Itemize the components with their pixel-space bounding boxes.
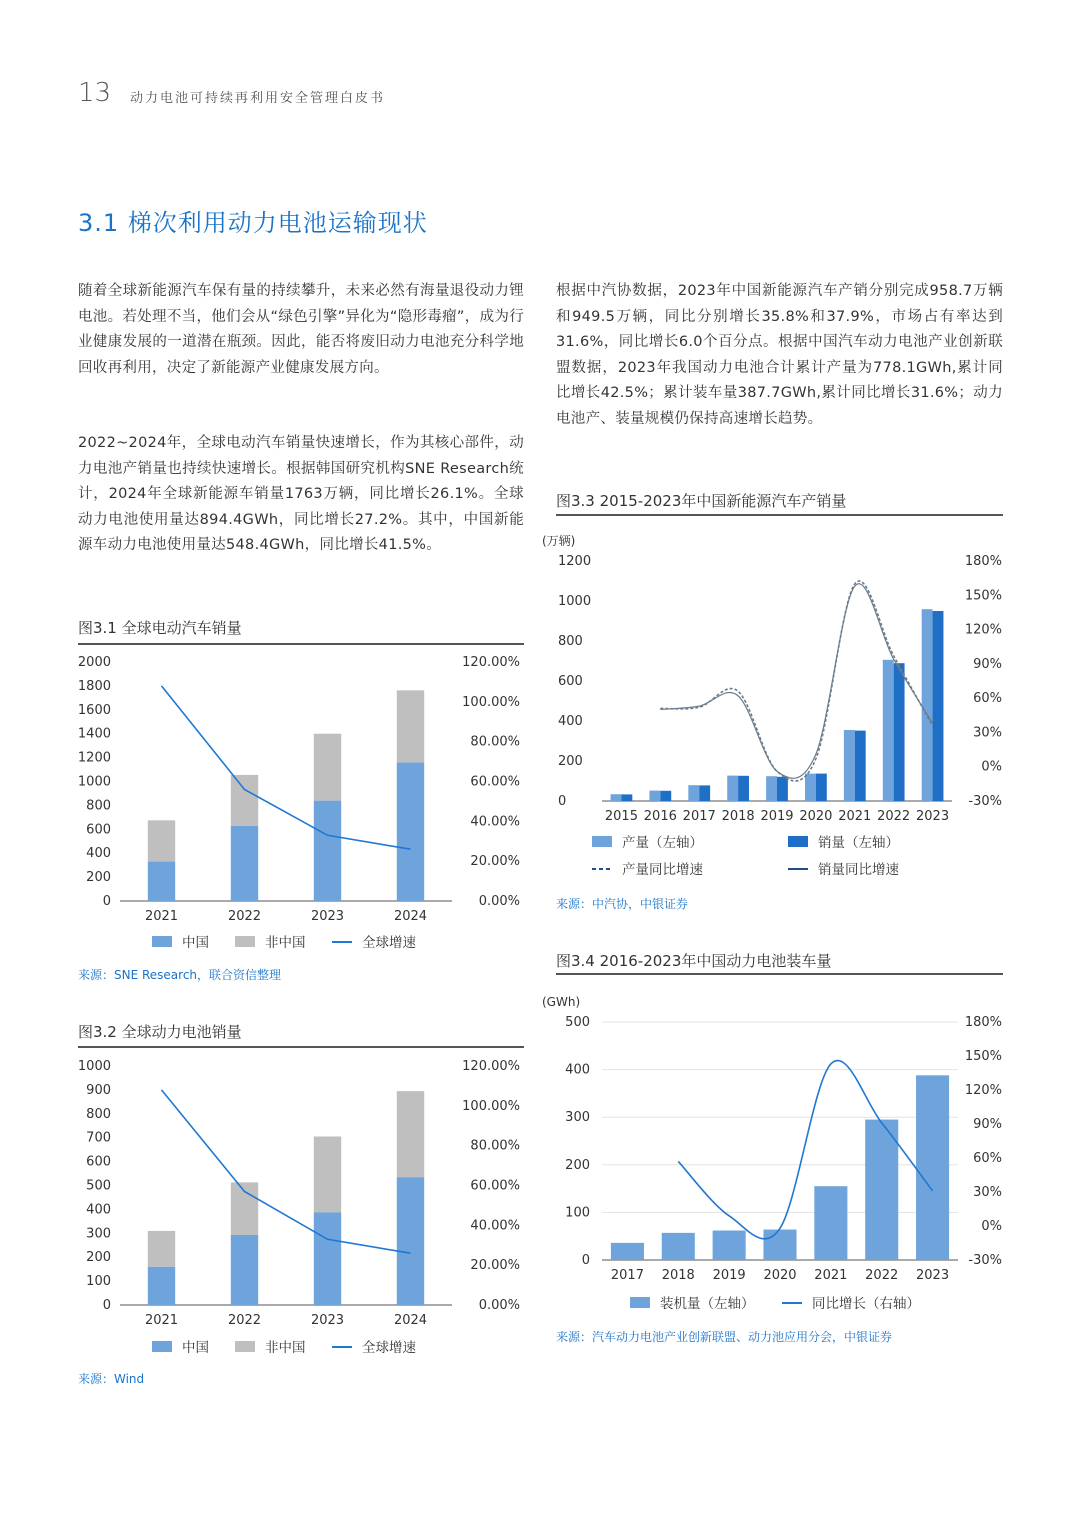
y-left-tick-label: 100: [565, 1205, 590, 1221]
legend-label: 销量（左轴）: [818, 835, 899, 851]
bar-production-2020: [805, 774, 816, 801]
y-right-tick-label: 150%: [964, 1049, 1002, 1064]
x-tick-label: 2023: [916, 1268, 950, 1283]
legend-label: 产量同比增速: [622, 862, 703, 878]
legend-swatch: [788, 836, 808, 847]
y-right-tick-label: 0.00%: [478, 1298, 520, 1313]
y-left-tick-label: 900: [86, 1082, 111, 1098]
x-tick-label: 2022: [877, 809, 911, 824]
bar-production-2021: [844, 730, 855, 801]
x-tick-label: 2021: [144, 909, 179, 924]
y-right-tick-label: 150%: [964, 588, 1002, 604]
x-tick-label: 2023: [916, 809, 950, 824]
legend-label: 产量（左轴）: [622, 835, 703, 851]
legend-label: 装机量（左轴）: [660, 1296, 755, 1312]
y-left-tick-label: 1200: [77, 750, 111, 766]
y-right-tick-label: 120%: [964, 622, 1002, 638]
x-tick-label: 2018: [721, 809, 755, 824]
bar-china-2023: [314, 1213, 341, 1305]
x-tick-label: 2020: [799, 809, 833, 824]
y-left-tick-label: 400: [565, 1062, 590, 1078]
paragraph-china-data: 根据中汽协数据，2023年中国新能源汽车产销分别完成958.7万辆和949.5万辆，同比分别增长35.8%和37.9%，市场占有率达到31.6%，同比增长6.0个百分点。根据中国汽车动力电池产业创新联盟数据，2023年我国动力电池合计累计产量为778.1GWh,累计同比增长42.5%；累计装车量387.7GWh,累计同比增长31.6%；动力电池产、装量规模仍保持高速增长趋势。: [556, 283, 1003, 427]
bar-installation-2021: [814, 1186, 847, 1260]
x-tick-label: 2021: [814, 1268, 848, 1283]
bar-production-2016: [649, 791, 660, 801]
legend-label: 中国: [182, 935, 209, 951]
y-left-tick-label: 500: [86, 1178, 111, 1194]
bar-installation-2023: [916, 1075, 949, 1260]
x-tick-label: 2020: [763, 1268, 797, 1283]
y-left-tick-label: 600: [86, 1154, 111, 1170]
y-left-tick-label: 300: [86, 1226, 111, 1242]
y-left-tick-label: 400: [86, 1202, 111, 1218]
y-right-tick-label: 180%: [964, 554, 1002, 569]
x-tick-label: 2022: [227, 1313, 262, 1328]
y-left-tick-label: 600: [86, 822, 111, 838]
bar-china-2022: [231, 826, 258, 901]
y-right-tick-label: 100.00%: [462, 1098, 520, 1114]
bar-sales-2021: [855, 731, 866, 801]
y-left-tick-label: 1400: [77, 726, 111, 742]
bar-sales-2018: [738, 776, 749, 801]
legend-swatch: [235, 1341, 255, 1352]
y-left-tick-label: 1000: [77, 1059, 111, 1074]
figure-title-3-4: 图3.4 2016-2023年中国动力电池装车量: [556, 952, 832, 970]
figure-source-3-2: 来源：Wind: [78, 1372, 145, 1386]
x-tick-label: 2024: [393, 909, 428, 924]
y-left-tick-label: 0: [102, 1298, 111, 1313]
x-tick-label: 2022: [865, 1268, 899, 1283]
y-left-tick-label: 100: [86, 1274, 111, 1290]
x-tick-label: 2018: [661, 1268, 695, 1283]
y-left-tick-label: 200: [565, 1157, 590, 1173]
bar-china-2022: [231, 1235, 258, 1305]
series-line-1: [162, 1090, 411, 1253]
x-tick-label: 2023: [310, 909, 345, 924]
y-left-tick-label: 800: [86, 798, 111, 814]
legend-swatch: [152, 936, 172, 947]
chart-global-ev-sales: [70, 648, 530, 958]
bar-non-china-2021: [148, 1231, 175, 1267]
bar-non-china-2023: [314, 734, 341, 801]
legend-label: 同比增长（右轴）: [812, 1296, 920, 1312]
page-number: 13: [78, 78, 112, 108]
bar-installation-2020: [763, 1230, 796, 1260]
bar-china-2021: [148, 862, 175, 901]
x-tick-label: 2023: [310, 1313, 345, 1328]
y-right-tick-label: 20.00%: [470, 1258, 520, 1274]
y-right-tick-label: 20.00%: [470, 854, 520, 870]
figure-title-3-2: 图3.2 全球动力电池销量: [78, 1023, 242, 1041]
y-right-tick-label: 60.00%: [470, 1178, 520, 1194]
y-right-tick-label: 0%: [981, 1219, 1002, 1234]
y-right-tick-label: 180%: [964, 1015, 1002, 1030]
y-right-tick-label: 120.00%: [462, 1059, 520, 1074]
x-tick-label: 2021: [838, 809, 872, 824]
bar-sales-2023: [933, 611, 944, 801]
chart-china-nev-production-sales: [542, 522, 1010, 884]
y-right-tick-label: 100.00%: [462, 694, 520, 710]
chart-global-battery-sales: [70, 1052, 530, 1362]
legend-label: 非中国: [265, 935, 306, 951]
y-left-tick-label: 1000: [558, 594, 592, 609]
bar-sales-2019: [777, 777, 788, 801]
legend-label: 全球增速: [362, 935, 416, 951]
y-left-tick-label: 800: [86, 1106, 111, 1122]
bar-china-2021: [148, 1267, 175, 1305]
bar-production-2019: [766, 776, 777, 801]
y-left-tick-label: 300: [565, 1110, 590, 1126]
x-tick-label: 2022: [227, 909, 262, 924]
document-title: 动力电池可持续再利用安全管理白皮书: [130, 91, 386, 106]
y-left-tick-label: 1600: [77, 702, 111, 718]
bar-non-china-2022: [231, 775, 258, 826]
bar-non-china-2021: [148, 820, 175, 861]
bar-production-2017: [688, 785, 699, 801]
bar-sales-2020: [816, 774, 827, 801]
figure-rule: [556, 973, 1003, 975]
bar-installation-2017: [611, 1243, 644, 1260]
y-right-tick-label: 30%: [973, 725, 1002, 741]
y-left-tick-label: 700: [86, 1130, 111, 1146]
y-right-tick-label: 60%: [973, 691, 1002, 707]
bar-sales-2022: [894, 663, 905, 801]
y-right-tick-label: 0.00%: [478, 894, 520, 909]
bar-production-2018: [727, 776, 738, 801]
y-right-tick-label: 30%: [973, 1185, 1002, 1200]
y-left-tick-label: 0: [581, 1253, 590, 1268]
y-right-tick-label: 60%: [973, 1151, 1002, 1166]
bar-china-2024: [397, 1177, 424, 1305]
y-right-tick-label: 120.00%: [462, 655, 520, 670]
legend-swatch: [235, 936, 255, 947]
y-left-tick-label: 800: [558, 634, 583, 649]
legend-label: 非中国: [265, 1340, 306, 1356]
series-line-1: [162, 686, 411, 849]
y-axis-unit-label: (GWh): [542, 995, 581, 1009]
x-tick-label: 2017: [682, 809, 716, 824]
y-right-tick-label: 90%: [973, 1117, 1002, 1132]
x-tick-label: 2017: [610, 1268, 644, 1283]
figure-rule: [556, 514, 1003, 516]
y-left-tick-label: 0: [102, 894, 111, 909]
y-right-tick-label: 0%: [981, 759, 1002, 775]
figure-title-3-1: 图3.1 全球电动汽车销量: [78, 619, 242, 637]
y-left-tick-label: 1200: [558, 554, 592, 569]
chart-china-battery-installation: [542, 983, 1010, 1318]
y-right-tick-label: 60.00%: [470, 774, 520, 790]
y-right-tick-label: 40.00%: [470, 1218, 520, 1234]
bar-sales-2016: [660, 791, 671, 801]
bar-china-2023: [314, 801, 341, 901]
x-tick-label: 2021: [144, 1313, 179, 1328]
figure-source-3-3: 来源：中汽协，中银证券: [556, 897, 689, 911]
x-tick-label: 2015: [604, 809, 638, 824]
y-right-tick-label: 80.00%: [470, 734, 520, 750]
bar-installation-2018: [662, 1233, 695, 1260]
bar-sales-2015: [621, 794, 632, 801]
legend-label: 销量同比增速: [818, 862, 899, 878]
bar-sales-2017: [699, 785, 710, 801]
y-right-tick-label: 90%: [973, 656, 1002, 672]
y-right-tick-label: 80.00%: [470, 1138, 520, 1154]
y-left-tick-label: 200: [558, 754, 583, 769]
x-tick-label: 2019: [760, 809, 794, 824]
bar-non-china-2023: [314, 1137, 341, 1213]
figure-source-3-4: 来源：汽车动力电池产业创新联盟、动力池应用分会，中银证券: [556, 1330, 893, 1344]
bar-production-2022: [883, 660, 894, 801]
y-right-tick-label: 40.00%: [470, 814, 520, 830]
paragraph-global-sales: 2022~2024年，全球电动汽车销量快速增长，作为其核心部件，动力电池产销量也持续快速增长。根据韩国研究机构SNE Research统计，2024年全球新能源车销量1763万辆，同比增长26.1%。全球动力电池使用量达894.4GWh，同比增长27.2%。其中，中国新能源车动力电池使用量达548.4GWh，同比增长41.5%。: [78, 435, 524, 553]
y-left-tick-label: 1800: [77, 678, 111, 694]
x-tick-label: 2024: [393, 1313, 428, 1328]
y-left-tick-label: 400: [558, 714, 583, 729]
bar-installation-2019: [713, 1230, 746, 1260]
x-tick-label: 2016: [643, 809, 677, 824]
figure-source-3-1: 来源：SNE Research，联合资信整理: [78, 968, 282, 982]
bar-production-2023: [922, 609, 933, 801]
y-right-tick-label: -30%: [968, 794, 1002, 809]
y-left-tick-label: 500: [565, 1015, 590, 1030]
y-right-tick-label: -30%: [968, 1253, 1002, 1268]
legend-swatch: [152, 1341, 172, 1352]
y-left-tick-label: 200: [86, 870, 111, 886]
y-left-tick-label: 400: [86, 846, 111, 862]
bar-non-china-2024: [397, 690, 424, 762]
bar-china-2024: [397, 762, 424, 901]
bar-production-2015: [611, 794, 622, 801]
legend-swatch: [592, 836, 612, 847]
y-left-tick-label: 200: [86, 1250, 111, 1266]
y-left-tick-label: 2000: [77, 655, 111, 670]
figure-rule: [78, 643, 524, 645]
bar-installation-2022: [865, 1120, 898, 1260]
section-title: 3.1 梯次利用动力电池运输现状: [78, 209, 428, 237]
y-left-tick-label: 1000: [77, 774, 111, 790]
figure-title-3-3: 图3.3 2015-2023年中国新能源汽车产销量: [556, 492, 847, 510]
legend-label: 中国: [182, 1340, 209, 1356]
x-tick-label: 2019: [712, 1268, 746, 1283]
legend-swatch: [630, 1297, 650, 1308]
paragraph-intro: 随着全球新能源汽车保有量的持续攀升，未来必然有海量退役动力锂电池。若处理不当，他们会从“绿色引擎”异化为“隐形毒瘤”，成为行业健康发展的一道潜在瓶颈。因此，能否将废旧动力电池充分科学地回收再利用，决定了新能源产业健康发展方向。: [78, 283, 524, 376]
y-left-tick-label: 0: [558, 794, 567, 809]
y-axis-unit-label: (万辆): [542, 534, 576, 548]
y-left-tick-label: 600: [558, 674, 583, 689]
legend-label: 全球增速: [362, 1340, 416, 1356]
figure-rule: [78, 1046, 524, 1048]
bar-non-china-2024: [397, 1091, 424, 1177]
y-right-tick-label: 120%: [964, 1083, 1002, 1098]
